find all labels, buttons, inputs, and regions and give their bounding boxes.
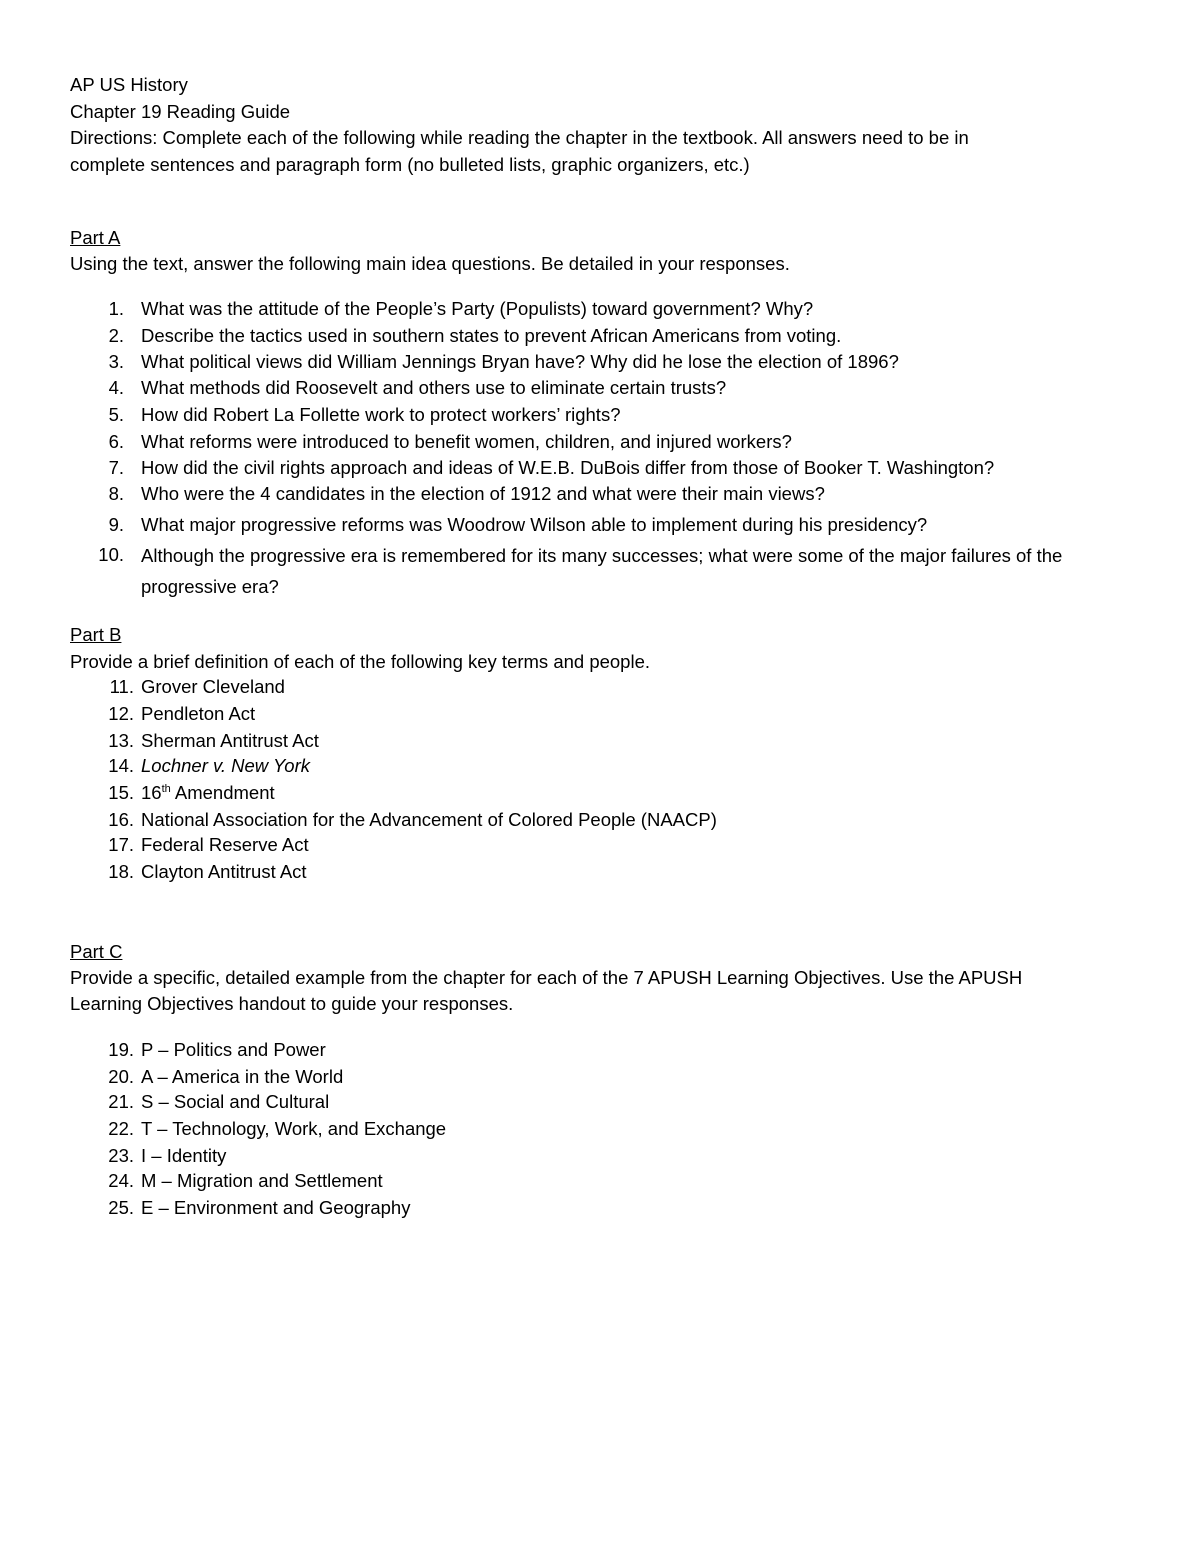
list-item: Who were the 4 candidates in the election of 1912 and what were their main views? [141,483,825,504]
list-item: I – Identity [141,1145,227,1166]
list-item-number: 11. [109,676,134,697]
list-item: Although the progressive era is remembered for its many successes; what were some of the major failures of the progressive era? [141,545,1063,597]
ordinal-number: 16 [141,782,162,803]
list-item-number: 14. [108,755,134,776]
part-c-instructions-line-1: Provide a specific, detailed example from the chapter for each of the 7 APUSH Learning Objectives. Use the APUSH [70,967,1023,988]
list-item: Describe the tactics used in southern states to prevent African Americans from voting. [141,325,842,346]
list-item: What major progressive reforms was Woodrow Wilson able to implement during his presidency? [141,514,928,535]
list-item: What reforms were introduced to benefit women, children, and injured workers? [141,431,792,452]
list-item-number: 15. [108,782,134,803]
part-a-instructions: Using the text, answer the following main idea questions. Be detailed in your responses. [70,253,790,274]
list-item: E – Environment and Geography [141,1197,411,1218]
list-item-number: 12. [108,703,134,724]
list-item: M – Migration and Settlement [141,1170,383,1191]
list-item-number: 22. [108,1118,134,1139]
directions-line-2: complete sentences and paragraph form (no bulleted lists, graphic organizers, etc.) [70,154,750,175]
list-item: National Association for the Advancement of Colored People (NAACP) [141,809,717,830]
list-item: Sherman Antitrust Act [141,730,319,751]
list-item-number: 3. [108,351,124,372]
list-item-number: 23. [108,1145,134,1166]
part-b-title: Part B [70,624,122,645]
list-item [141,782,275,804]
list-item: What political views did William Jennings Bryan have? Why did he lose the election of 1896? [141,351,899,372]
part-c-instructions-line-2: Learning Objectives handout to guide your responses. [70,993,514,1014]
list-item-number: 18. [108,861,134,882]
list-item-number: 21. [108,1091,134,1112]
list-item-number: 20. [108,1066,134,1087]
list-item: Federal Reserve Act [141,834,309,855]
directions-line-1: Directions: Complete each of the following while reading the chapter in the textbook. All answers need to be in [70,127,969,148]
amendment-label: Amendment [170,782,275,803]
list-item: Clayton Antitrust Act [141,861,307,882]
list-item-number: 8. [108,483,124,504]
list-item-number: 7. [108,457,124,478]
list-item-number: 2. [108,325,124,346]
course-title: AP US History [70,74,188,95]
chapter-title: Chapter 19 Reading Guide [70,101,291,122]
part-b-instructions: Provide a brief definition of each of the following key terms and people. [70,651,651,672]
list-item-number: 5. [108,404,124,425]
case-name-italic: Lochner v. New York [141,755,310,776]
list-item-number: 10. [98,544,124,565]
list-item-number: 19. [108,1039,134,1060]
list-item-number: 9. [108,514,124,535]
list-item: P – Politics and Power [141,1039,326,1060]
list-item-number: 1. [108,298,124,319]
list-item: Grover Cleveland [141,676,285,697]
list-item: What was the attitude of the People’s Party (Populists) toward government? Why? [141,298,814,319]
list-item-number: 4. [108,377,124,398]
list-item: S – Social and Cultural [141,1091,330,1112]
list-item: What methods did Roosevelt and others use to eliminate certain trusts? [141,377,727,398]
list-item: Pendleton Act [141,703,256,724]
part-a-title: Part A [70,227,121,248]
part-c-title: Part C [70,941,123,962]
list-item-number: 17. [108,834,134,855]
list-item: T – Technology, Work, and Exchange [141,1118,447,1139]
list-item-number: 24. [108,1170,134,1191]
list-item: How did Robert La Follette work to protect workers’ rights? [141,404,621,425]
list-item-number: 6. [108,431,124,452]
list-item: A – America in the World [141,1066,344,1087]
list-item-number: 13. [108,730,134,751]
list-item-number: 25. [108,1197,134,1218]
ordinal-suffix: th [161,783,171,795]
list-item [141,755,310,777]
list-item: How did the civil rights approach and ideas of W.E.B. DuBois differ from those of Booker T. Washington? [141,457,995,478]
list-item-number: 16. [108,809,134,830]
